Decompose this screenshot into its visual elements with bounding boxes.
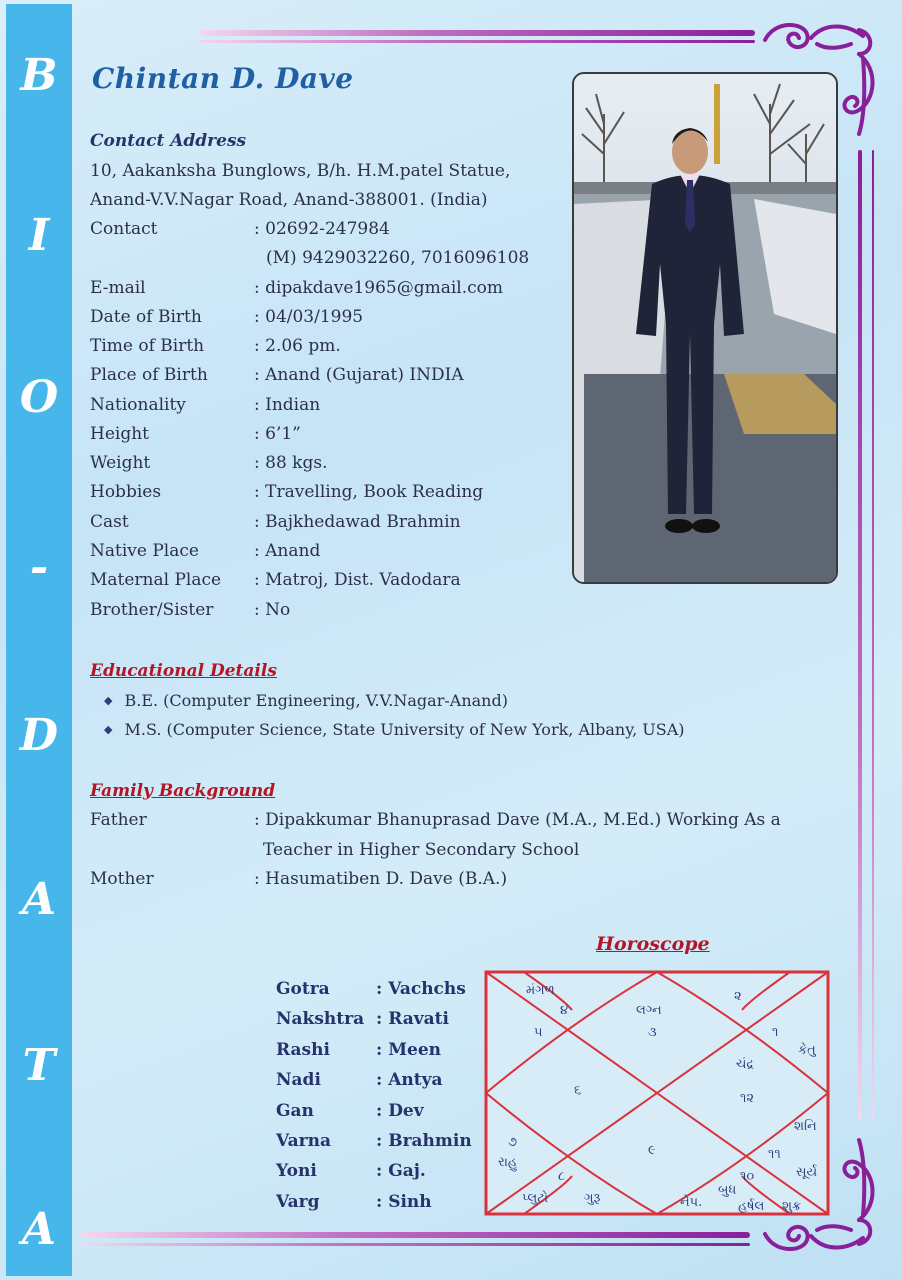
chart-label: ૧૨ [740, 1091, 755, 1106]
address-line: 10, Aakanksha Bunglows, B/h. H.M.patel Statue, [90, 161, 511, 181]
astro-row [276, 1192, 432, 1212]
top-border-line [200, 30, 755, 36]
astro-value: : Brahmin [376, 1131, 472, 1151]
chart-label: ૮ [558, 1169, 566, 1184]
chart-label: પ્લુટો [522, 1191, 549, 1206]
profile-photo [572, 72, 838, 584]
astro-row [276, 1101, 424, 1121]
astro-label: Varna [276, 1131, 331, 1151]
mother-row [90, 869, 508, 889]
astro-row [276, 1131, 472, 1151]
astro-value: : Ravati [376, 1009, 449, 1029]
side-letter: O [19, 372, 59, 423]
side-letter: I [28, 210, 50, 261]
astro-row [276, 1161, 426, 1181]
detail-label: Place of Birth [90, 365, 208, 385]
chart-label: હર્ષલ [738, 1199, 765, 1214]
mother-value: : Hasumatiben D. Dave (B.A.) [254, 869, 508, 889]
side-letter: T [22, 1040, 56, 1091]
detail-value: : 02692-247984 [254, 219, 390, 239]
astro-value: : Antya [376, 1070, 443, 1090]
detail-label: Date of Birth [90, 307, 202, 327]
chart-label: ચંદ્ર [736, 1057, 755, 1072]
detail-label: Weight [90, 453, 151, 473]
diamond-bullet-icon: ◆ [104, 723, 113, 736]
astro-value: : Vachchs [376, 979, 466, 999]
astro-value: : Meen [376, 1040, 442, 1060]
education-item [104, 720, 685, 739]
chart-label: મંગળ [526, 983, 555, 998]
side-letter: B [20, 50, 58, 101]
detail-value: : No [254, 600, 291, 620]
chart-label: નેપ. [680, 1195, 703, 1210]
astro-label: Gotra [276, 979, 330, 999]
chart-label: ૭ [508, 1135, 518, 1150]
chart-label: ૯ [648, 1143, 656, 1158]
chart-label: રાહુ [498, 1155, 518, 1170]
detail-label: Maternal Place [90, 570, 222, 590]
detail-value: : Matroj, Dist. Vadodara [254, 570, 461, 590]
father-row [90, 810, 781, 830]
detail-label: Time of Birth [90, 336, 205, 356]
astro-value: : Dev [376, 1101, 424, 1121]
top-border-line [200, 40, 755, 43]
detail-label: Height [90, 424, 149, 444]
detail-value: : Travelling, Book Reading [254, 482, 484, 502]
detail-value: : 88 kgs. [254, 453, 328, 473]
chart-label: સૂર્ય [796, 1165, 818, 1180]
father-value-continued: Teacher in Higher Secondary School [263, 840, 580, 860]
chart-label: લગ્ન [636, 1003, 662, 1018]
astro-row [276, 979, 466, 999]
astro-value: : Gaj. [376, 1161, 426, 1181]
chart-label: ૩ [648, 1025, 657, 1040]
chart-label: ૧ [772, 1025, 779, 1040]
detail-value: : Anand [254, 541, 321, 561]
side-letter: A [21, 874, 57, 925]
right-border-line [858, 150, 862, 1120]
side-letter: - [29, 542, 49, 593]
side-letter: A [21, 1204, 57, 1255]
astro-label: Gan [276, 1101, 314, 1121]
detail-value: : Bajkhedawad Brahmin [254, 512, 461, 532]
detail-label: Brother/Sister [90, 600, 214, 620]
astro-row [276, 1070, 443, 1090]
detail-label: Hobbies [90, 482, 162, 502]
education-heading: Educational Details [90, 661, 277, 681]
chart-label: ૫ [534, 1025, 543, 1040]
detail-label: Contact [90, 219, 158, 239]
detail-value: : 04/03/1995 [254, 307, 364, 327]
mother-label: Mother [90, 869, 154, 889]
chart-label: શુક્ર [782, 1199, 802, 1214]
astro-label: Yoni [276, 1161, 317, 1181]
detail-value: : 2.06 pm. [254, 336, 341, 356]
person-name: Chintan D. Dave [92, 62, 354, 95]
astro-label: Varg [276, 1192, 320, 1212]
bottom-border-line [80, 1243, 750, 1246]
astro-value: : Sinh [376, 1192, 432, 1212]
chart-label: ૧૧ [768, 1147, 781, 1162]
chart-label: ગુરૂ [584, 1191, 601, 1206]
chart-label: ૨ [734, 989, 742, 1004]
detail-value: (M) 9429032260, 7016096108 [266, 248, 530, 268]
contact-heading: Contact Address [90, 131, 247, 151]
father-label: Father [90, 810, 147, 830]
astro-label: Nakshtra [276, 1009, 365, 1029]
right-border-line [872, 150, 874, 1120]
father-value: : Dipakkumar Bhanuprasad Dave (M.A., M.Ed.) Working As a [254, 810, 781, 830]
bottom-border-line [80, 1232, 750, 1238]
family-heading: Family Background [90, 781, 276, 801]
horoscope-chart [484, 970, 830, 1216]
chart-label: શનિ [794, 1119, 817, 1134]
detail-value: : 6’1” [254, 424, 301, 444]
detail-label: Cast [90, 512, 129, 532]
education-text: M.S. (Computer Science, State University of New York, Albany, USA) [124, 720, 685, 739]
detail-label: E-mail [90, 278, 146, 298]
chart-label: ૬ [574, 1083, 582, 1098]
detail-value: : Anand (Gujarat) INDIA [254, 365, 464, 385]
chart-label: ૧૦ [740, 1169, 755, 1184]
astro-row [276, 1040, 442, 1060]
astro-row [276, 1009, 449, 1029]
horoscope-heading: Horoscope [596, 933, 710, 955]
diamond-bullet-icon: ◆ [104, 694, 113, 707]
side-letter: D [19, 710, 59, 761]
astro-label: Nadi [276, 1070, 321, 1090]
chart-label: બુધ [718, 1183, 737, 1198]
detail-label: Native Place [90, 541, 199, 561]
education-item [104, 691, 508, 710]
detail-value: : dipakdave1965@gmail.com [254, 278, 504, 298]
chart-label: કેતુ [798, 1043, 816, 1058]
detail-label: Nationality [90, 395, 186, 415]
education-text: B.E. (Computer Engineering, V.V.Nagar-Anand) [124, 691, 508, 710]
detail-value: : Indian [254, 395, 321, 415]
astro-label: Rashi [276, 1040, 330, 1060]
chart-label: ૪ [560, 1003, 569, 1018]
address-line: Anand-V.V.Nagar Road, Anand-388001. (India) [90, 190, 488, 210]
